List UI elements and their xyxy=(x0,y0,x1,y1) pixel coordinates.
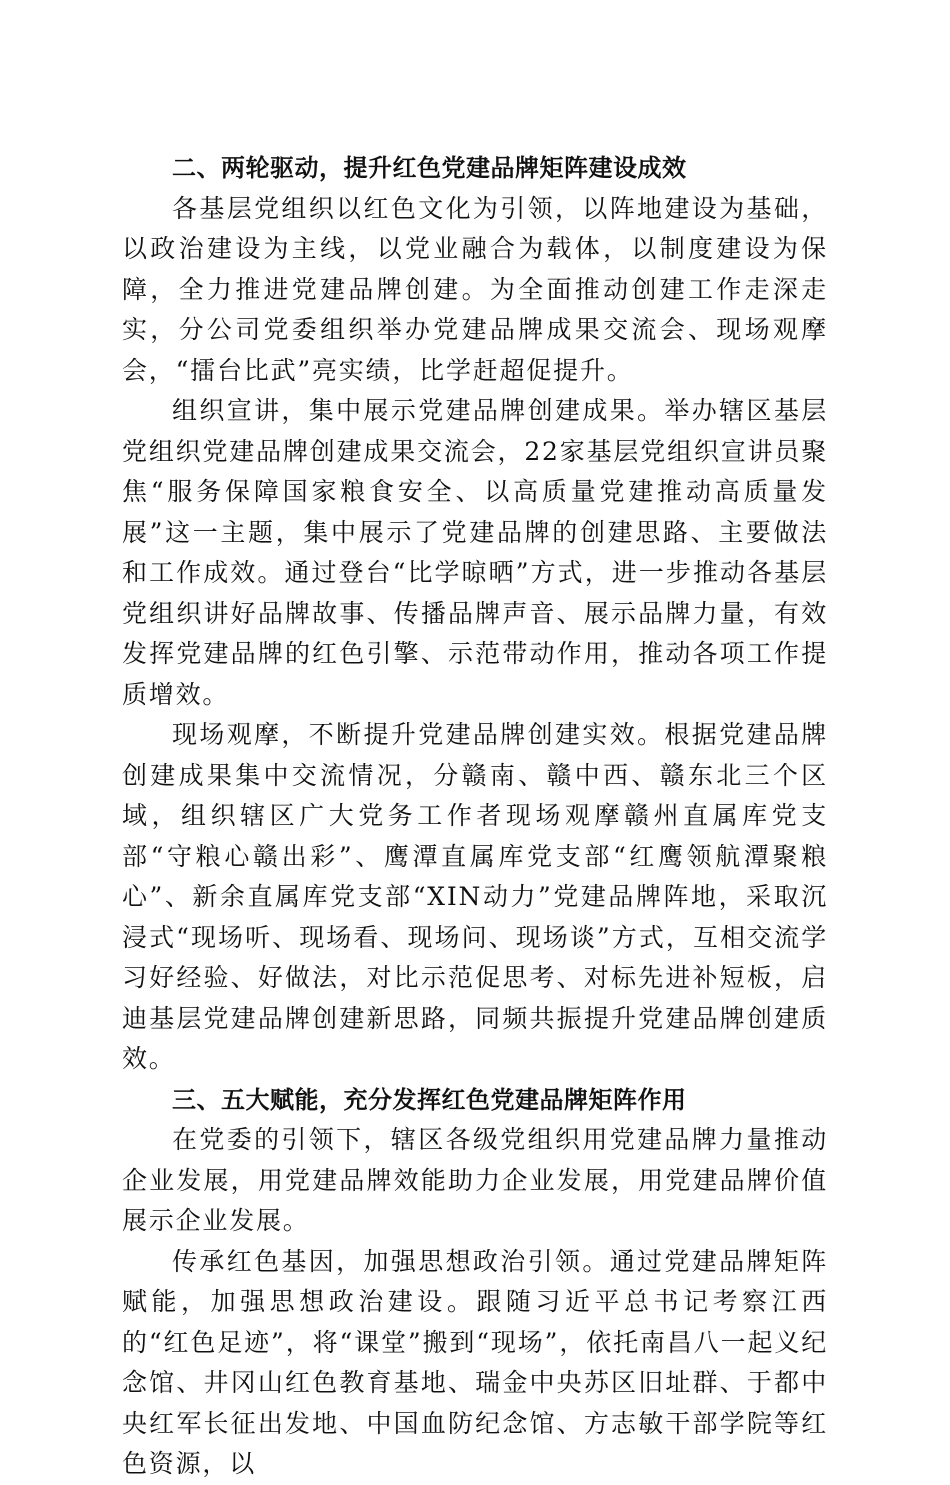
paragraph: 组织宣讲，集中展示党建品牌创建成果。举办辖区基层党组织党建品牌创建成果交流会，22家基层党组织宣讲员聚焦“服务保障国家粮食安全、以高质量党建推动高质量发展”这一主题，集中展示了党建品牌的创建思路、主要做法和工作成效。通过登台“比学晾晒”方式，进一步推动各基层党组织讲好品牌故事、传播品牌声音、展示品牌力量，有效发挥党建品牌的红色引擎、示范带动作用，推动各项工作提质增效。 xyxy=(122,396,828,709)
paragraph: 传承红色基因，加强思想政治引领。通过党建品牌矩阵赋能，加强思想政治建设。跟随习近平总书记考察江西的“红色足迹”，将“课堂”搬到“现场”，依托南昌八一起义纪念馆、井冈山红色教育基地、瑞金中央苏区旧址群、于都中央红军长征出发地、中国血防纪念馆、方志敏干部学院等红色资源，以 xyxy=(122,1246,828,1478)
document-body xyxy=(122,148,828,1485)
paragraph: 现场观摩，不断提升党建品牌创建实效。根据党建品牌创建成果集中交流情况，分赣南、赣中西、赣东北三个区域，组织辖区广大党务工作者现场观摩赣州直属库党支部“守粮心赣出彩”、鹰潭直属库党支部“红鹰领航潭聚粮心”、新余直属库党支部“XIN动力”党建品牌阵地，采取沉浸式“现场听、现场看、现场问、现场谈”方式，互相交流学习好经验、好做法，对比示范促思考、对标先进补短板，启迪基层党建品牌创建新思路，同频共振提升党建品牌创建质效。 xyxy=(122,720,828,1073)
section-heading-3: 三、五大赋能，充分发挥红色党建品牌矩阵作用 xyxy=(172,1085,687,1114)
section-heading-2: 二、两轮驱动，提升红色党建品牌矩阵建设成效 xyxy=(172,154,687,182)
paragraph: 在党委的引领下，辖区各级党组织用党建品牌力量推动企业发展，用党建品牌效能助力企业发展，用党建品牌价值展示企业发展。 xyxy=(122,1125,828,1235)
paragraph: 各基层党组织以红色文化为引领，以阵地建设为基础，以政治建设为主线，以党业融合为载体，以制度建设为保障，全力推进党建品牌创建。为全面推动创建工作走深走实，分公司党委组织举办党建品牌成果交流会、现场观摩会，“擂台比武”亮实绩，比学赶超促提升。 xyxy=(122,193,828,385)
